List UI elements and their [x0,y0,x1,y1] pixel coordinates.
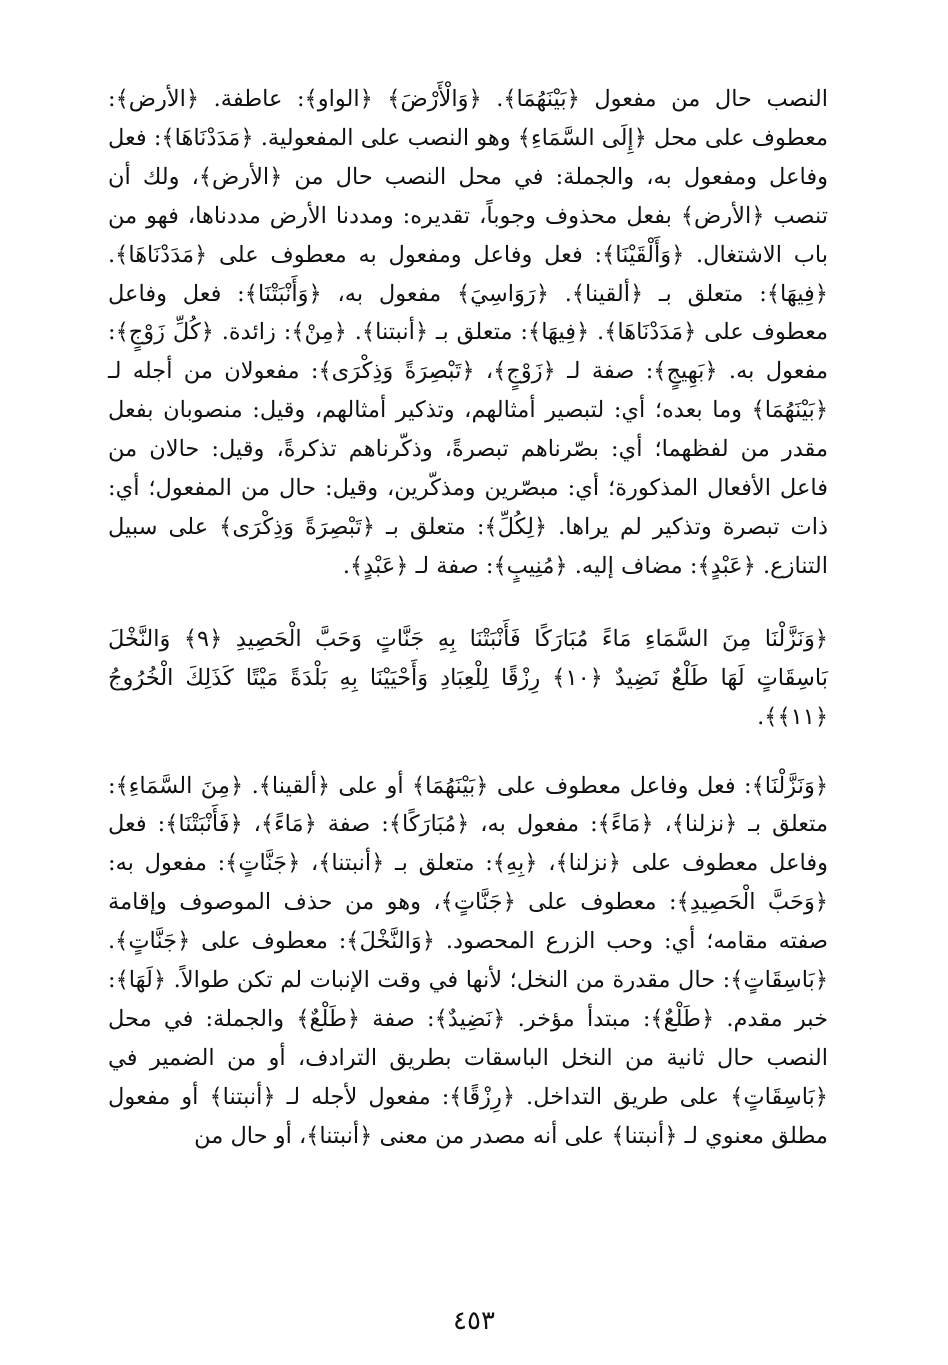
quran-verse: ﴿وَنَزَّلْنَا مِنَ السَّمَاءِ مَاءً مُبَارَكًا فَأَنْبَتْنَا بِهِ جَنَّاتٍ وَحَبَّ الْحَصِيدِ ﴿٩﴾ وَالنَّخْلَ بَاسِقَاتٍ لَهَا طَلْعٌ نَضِيدٌ ﴿١٠﴾ رِزْقًا لِلْعِبَادِ وَأَحْيَيْنَا بِهِ بَلْدَةً مَيْتًا كَذَلِكَ الْخُرُوجُ ﴿١١﴾﴾. [108,625,829,730]
commentary-paragraph-continued: ﴿وَنَزَّلْنَا﴾: فعل وفاعل معطوف على ﴿بَيْنَهُمَا﴾ أو على ﴿ألقينا﴾. ﴿مِنَ السَّمَاءِ﴾: متعلق بـ ﴿نزلنا﴾، ﴿مَاءً﴾: مفعول به، ﴿مُبَارَكًا﴾: صفة ﴿مَاءً﴾، ﴿فَأَنْبَتْنَا﴾: فعل وفاعل معطوف على ﴿نزلنا﴾، ﴿بِهِ﴾: متعلق بـ ﴿أنبتنا﴾، ﴿جَنَّاتٍ﴾: مفعول به: ﴿وَحَبَّ الْحَصِيدِ﴾: معطوف على ﴿جَنَّاتٍ﴾، وهو من حذف الموصوف وإقامة صفته مقامه؛ أي: وحب الزرع المحصود. ﴿وَالنَّخْلَ﴾: معطوف على ﴿جَنَّاتٍ﴾. ﴿بَاسِقَاتٍ﴾: حال مقدرة من النخل؛ لأنها في وقت الإنبات لم تكن طوالاً. ﴿لَهَا﴾: خبر مقدم. ﴿طَلْعٌ﴾: مبتدأ مؤخر. ﴿نَضِيدٌ﴾: صفة ﴿طَلْعٌ﴾ والجملة: في محل النصب حال ثانية من النخل الباسقات بطريق الترادف، أو من الضمير في ﴿بَاسِقَاتٍ﴾ على طريق التداخل. ﴿رِزْقًا﴾: مفعول لأجله لـ ﴿أنبتنا﴾ أو مفعول مطلق معنوي لـ ﴿أنبتنا﴾ على أنه مصدر من معنى ﴿أنبتنا﴾، أو حال من [108,772,828,1149]
commentary-paragraph: النصب حال من مفعول ﴿بَيْنَهُمَا﴾. ﴿وَالْأَرْضَ﴾ ﴿الواو﴾: عاطفة. ﴿الأرض﴾: معطوف على محل ﴿إِلَى السَّمَاءِ﴾ وهو النصب على المفعولية. ﴿مَدَدْنَاهَا﴾: فعل وفاعل ومفعول به، والجملة: في محل النصب حال من ﴿الأرض﴾، ولك أن تنصب ﴿الأرض﴾ بفعل محذوف وجوباً، تقديره: ومددنا الأرض مددناها، فهو من باب الاشتغال. ﴿وَأَلْقَيْنَا﴾: فعل وفاعل ومفعول به معطوف على ﴿مَدَدْنَاهَا﴾. ﴿فِيهَا﴾: متعلق بـ ﴿ألقينا﴾. ﴿رَوَاسِيَ﴾ مفعول به، ﴿وَأَنْبَتْنَا﴾: فعل وفاعل معطوف على ﴿مَدَدْنَاهَا﴾. ﴿فِيهَا﴾: متعلق بـ ﴿أنبتنا﴾. ﴿مِنْ﴾: زائدة. ﴿كُلِّ زَوْجٍ﴾: مفعول به. ﴿بَهِيجٍ﴾: صفة لـ ﴿زَوْجٍ﴾، ﴿تَبْصِرَةً وَذِكْرَى﴾: مفعولان من أجله لـ ﴿بَيْنَهُمَا﴾ وما بعده؛ أي: لتبصير أمثالهم، وتذكير أمثالهم، وقيل: منصوبان بفعل مقدر من لفظهما؛ أي: بصّرناهم تبصرةً، وذكّرناهم تذكرةً، وقيل: حالان من فاعل الأفعال المذكورة؛ أي: مبصّرين ومذكّرين، وقيل: حال من المفعول؛ أي: ذات تبصرة وتذكير لم يراها. ﴿لِكُلِّ﴾: متعلق بـ ﴿تَبْصِرَةً وَذِكْرَى﴾ على سبيل التنازع. ﴿عَبْدٍ﴾: مضاف إليه. ﴿مُنِيبٍ﴾: صفة لـ ﴿عَبْدٍ﴾. [108,86,828,579]
page-number: ٤٥٣ [453,1306,495,1336]
